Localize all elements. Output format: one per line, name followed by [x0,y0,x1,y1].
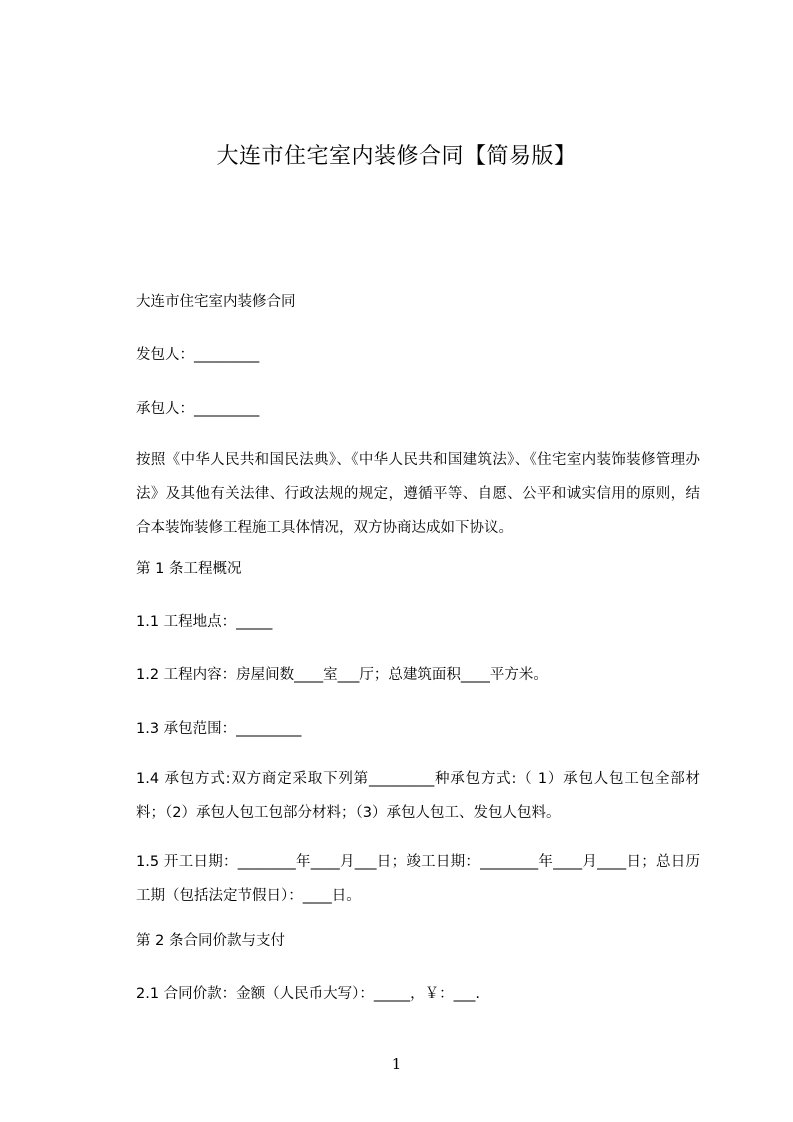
document-title: 大连市住宅室内装修合同【简易版】 [216,144,577,169]
preamble-paragraph [106,443,700,545]
clause-1-4-paragraph [106,762,700,830]
page-number: 1 [391,1055,402,1073]
clause-1-1: 1.1 工程地点：_____ [136,614,273,630]
clause-1-2: 1.2 工程内容：房屋间数____室___厅；总建筑面积____平方米。 [136,667,548,683]
clause-1-5-paragraph [106,845,700,913]
clause-2-1: 2.1 合同价款：金额（人民币大写）：_____，￥：___. [136,986,481,1002]
preamble-text: 按照《中华人民共和国民法典》、《中华人民共和国建筑法》、《住宅室内装饰装修管理办法》及其他有关法律、行政法规的规定，遵循平等、自愿、公平和诚实信用的原则，结合本装饰装修工程施工具体情况，双方协商达成如下协议。 [136,452,700,536]
article-1-heading: 第 1 条工程概况 [136,561,242,577]
contract-subtitle: 大连市住宅室内装修合同 [136,294,296,310]
clause-1-4: 1.4 承包方式:双方商定采取下列第_________种承包方式:（ 1）承包人包工包全部材料；（2）承包人包工包部分材料；（3）承包人包工、发包人包料。 [136,771,700,821]
article-2-heading: 第 2 条合同价款与支付 [136,933,285,949]
contractor-line: 承包人：_________ [136,401,260,417]
employer-line: 发包人：_________ [136,347,260,363]
clause-1-5: 1.5 开工日期：________年____月___日；竣工日期：________年____月____日；总日历工期（包括法定节假日）：____日。 [136,854,700,904]
clause-1-3: 1.3 承包范围：_________ [136,721,302,737]
